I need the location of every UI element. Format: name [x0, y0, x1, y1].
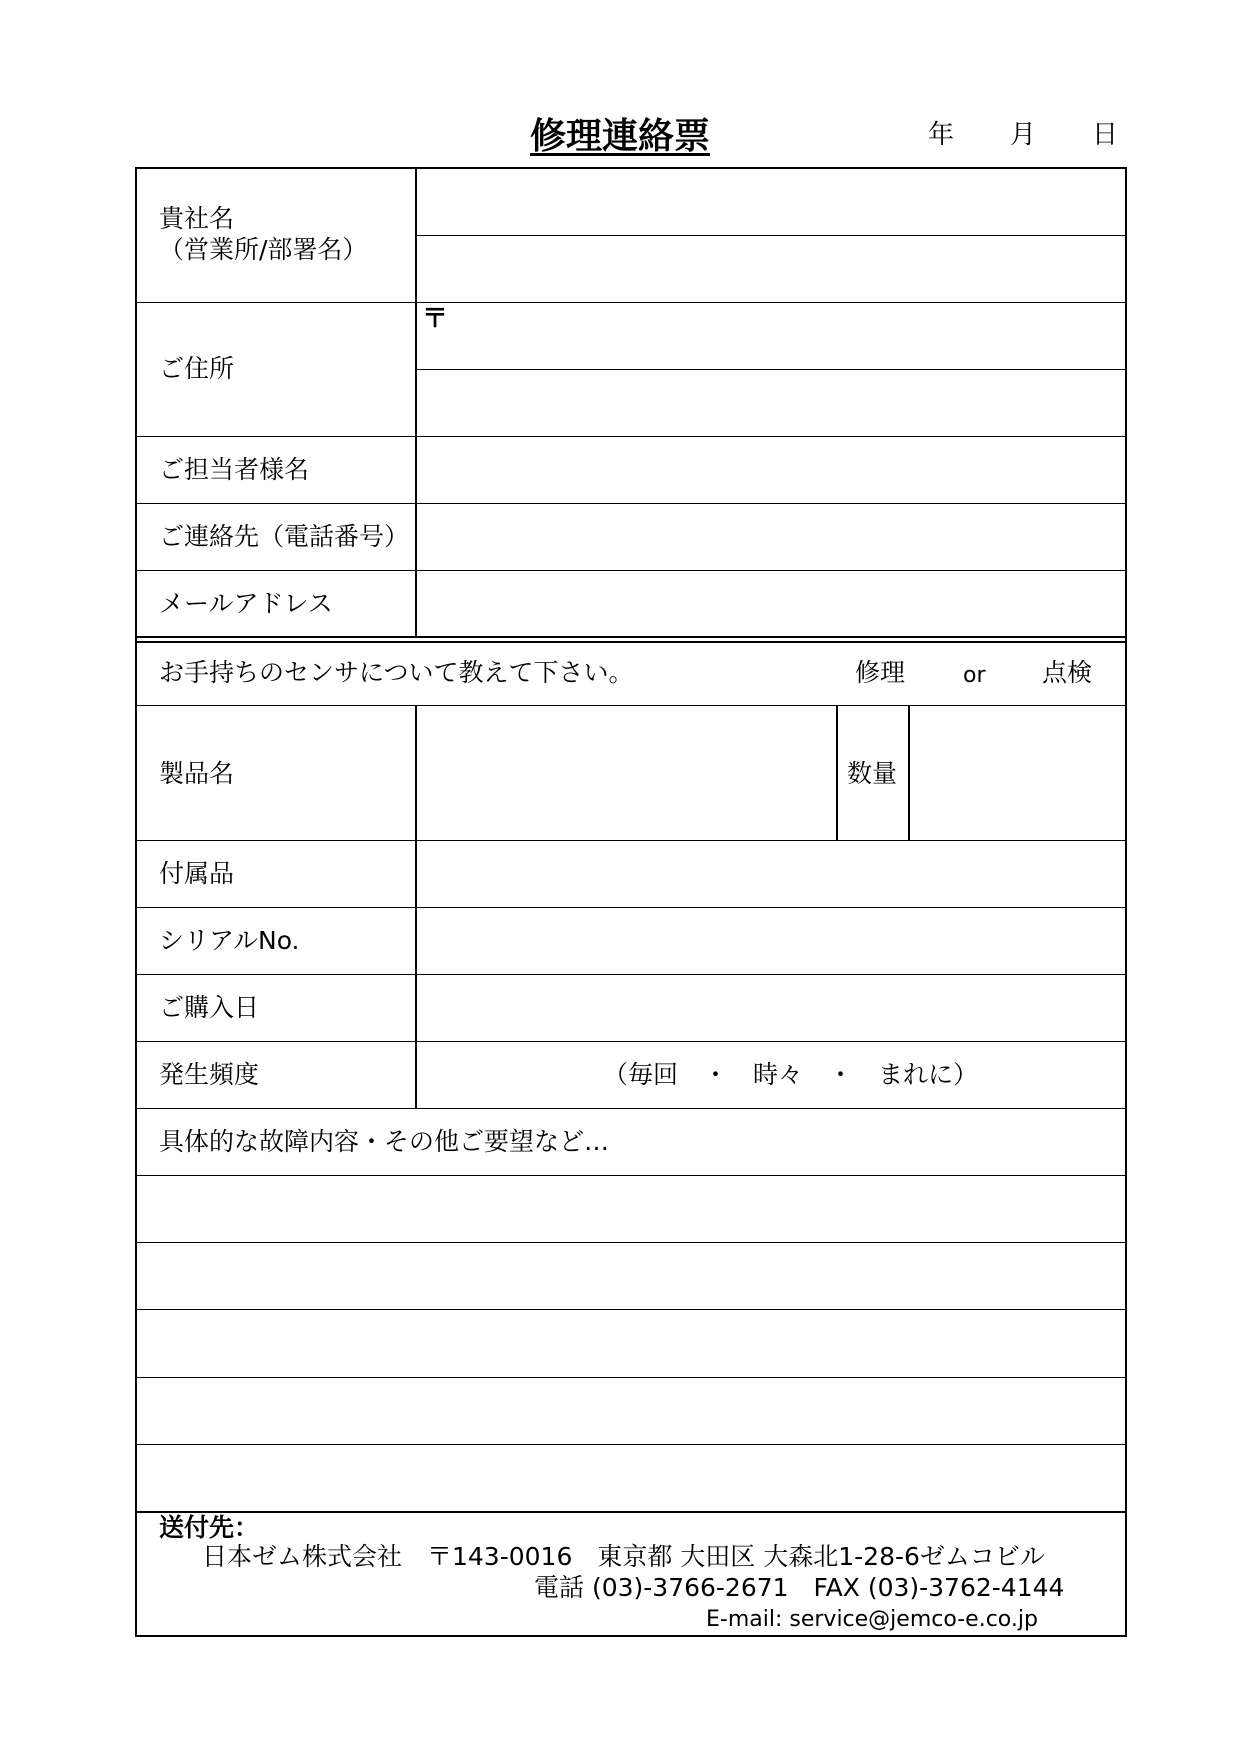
row-divider	[135, 570, 1127, 571]
address-input[interactable]	[418, 371, 1124, 435]
accessories-label: 付属品	[159, 859, 235, 888]
inspection-option[interactable]: 点検	[1042, 658, 1093, 687]
department-input[interactable]	[418, 237, 1124, 301]
row-divider	[135, 503, 1127, 504]
contact-person-input[interactable]	[418, 438, 1124, 502]
row-divider	[135, 436, 1127, 437]
row-divider	[135, 1041, 1127, 1042]
quantity-label: 数量	[847, 759, 898, 788]
quantity-column-divider	[836, 705, 838, 841]
row-divider	[135, 705, 1127, 706]
quantity-input[interactable]	[911, 707, 1124, 839]
row-divider	[135, 302, 1127, 303]
postal-mark-icon: 〒	[422, 304, 449, 334]
date-month-label: 月	[1010, 120, 1037, 150]
company-name-input[interactable]	[418, 169, 1124, 234]
field-subline	[416, 369, 1127, 370]
row-divider	[135, 1511, 1127, 1513]
email-label: メールアドレス	[159, 589, 333, 618]
department-label: （営業所/部署名）	[159, 235, 368, 264]
section-divider	[135, 641, 1127, 643]
row-divider	[135, 974, 1127, 975]
footer-label: 送付先：	[159, 1513, 260, 1542]
serial-label: シリアルNo.	[159, 926, 300, 955]
footer-address: 日本ゼム株式会社 〒143-0016 東京都 大田区 大森北1-28-6ゼムコビル	[202, 1542, 1045, 1571]
email-input[interactable]	[418, 572, 1124, 635]
serial-input[interactable]	[418, 909, 1124, 973]
frequency-label: 発生頻度	[159, 1060, 260, 1089]
accessories-input[interactable]	[418, 842, 1124, 906]
footer-phone-fax: 電話 (03)-3766-2671 FAX (03)-3762-4144	[534, 1573, 1065, 1602]
footer-email[interactable]: E-mail: service@jemco-e.co.jp	[706, 1607, 1038, 1632]
product-name-input[interactable]	[418, 707, 834, 839]
details-label: 具体的な故障内容・その他ご要望など…	[159, 1127, 610, 1156]
or-label: or	[963, 663, 986, 688]
row-divider	[135, 840, 1127, 841]
phone-input[interactable]	[418, 505, 1124, 569]
repair-option[interactable]: 修理	[855, 658, 906, 687]
date-day-label: 日	[1092, 120, 1119, 150]
purchase-date-input[interactable]	[418, 976, 1124, 1040]
date-year-label: 年	[928, 120, 955, 150]
phone-label: ご連絡先（電話番号）	[159, 522, 410, 551]
section-divider	[135, 636, 1127, 638]
quantity-column-divider	[908, 705, 910, 841]
contact-person-label: ご担当者様名	[159, 455, 310, 484]
sensor-prompt: お手持ちのセンサについて教えて下さい。	[159, 658, 634, 687]
product-label: 製品名	[159, 759, 235, 788]
field-subline	[416, 235, 1127, 236]
label-column-divider	[415, 705, 417, 1108]
details-textarea[interactable]	[137, 1175, 1125, 1509]
row-divider	[135, 907, 1127, 908]
frequency-options[interactable]: （毎回 ・ 時々 ・ まれに）	[603, 1060, 979, 1089]
purchase-date-label: ご購入日	[159, 993, 260, 1022]
company-label: 貴社名	[159, 204, 235, 233]
page-title: 修理連絡票	[530, 116, 711, 157]
row-divider	[135, 1108, 1127, 1109]
postal-code-input[interactable]	[418, 304, 1124, 368]
address-label: ご住所	[159, 354, 235, 383]
label-column-divider	[415, 167, 417, 637]
